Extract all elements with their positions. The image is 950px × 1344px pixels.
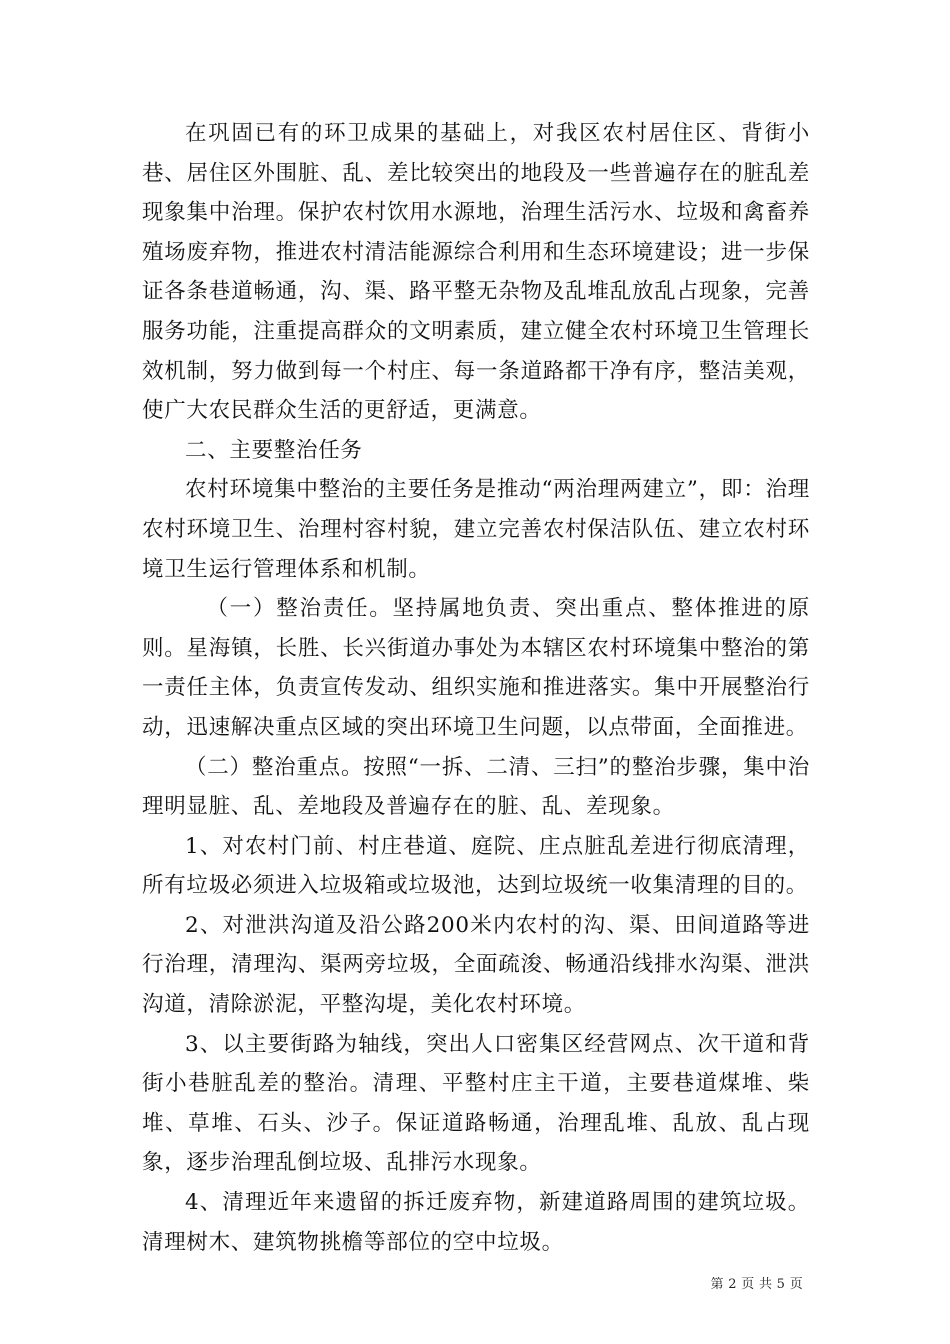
list-item: 3、以主要街路为轴线，突出人口密集区经营网点、次干道和背街小巷脏乱差的整治。清理、平整村庄主干道，主要巷道煤堆、柴堆、草堆、石头、沙子。保证道路畅通，治理乱堆、乱放、乱占现象，逐步治理乱倒垃圾、乱排污水现象。 bbox=[142, 1031, 810, 1176]
body-paragraph: 在巩固已有的环卫成果的基础上，对我区农村居住区、背街小巷、居住区外围脏、乱、差比较突出的地段及一些普遍存在的脏乱差现象集中治理。保护农村饮用水源地，治理生活污水、垃圾和禽畜养殖场废弃物，推进农村清洁能源综合利用和生态环境建设；进一步保证各条巷道畅通，沟、渠、路平整无杂物及乱堆乱放乱占现象，完善服务功能，注重提高群众的文明素质，建立健全农村环境卫生管理长效机制，努力做到每一个村庄、每一条道路都干净有序，整洁美观，使广大农民群众生活的更舒适，更满意。 bbox=[142, 121, 810, 424]
list-item: 2、对泄洪沟道及沿公路200米内农村的沟、渠、田间道路等进行治理，清理沟、渠两旁垃圾，全面疏浚、畅通沿线排水沟渠、泄洪沟道，清除淤泥，平整沟堤，美化农村环境。 bbox=[142, 912, 810, 1018]
body-paragraph: 农村环境集中整治的主要任务是推动“两治理两建立”，即：治理农村环境卫生、治理村容村貌，建立完善农村保洁队伍、建立农村环境卫生运行管理体系和机制。 bbox=[142, 477, 810, 582]
page-number: 第 2 页 共 5 页 bbox=[710, 1277, 803, 1292]
list-item: 4、清理近年来遗留的拆迁废弃物，新建道路周围的建筑垃圾。清理树木、建筑物挑檐等部位的空中垃圾。 bbox=[142, 1190, 810, 1255]
body-paragraph: （二）整治重点。按照“一拆、二清、三扫”的整治步骤，集中治理明显脏、乱、差地段及普遍存在的脏、乱、差现象。 bbox=[142, 754, 810, 820]
list-item: 1、对农村门前、村庄巷道、庭院、庄点脏乱差进行彻底清理，所有垃圾必须进入垃圾箱或垃圾池，达到垃圾统一收集清理的目的。 bbox=[142, 833, 810, 899]
section-heading: 二、主要整治任务 bbox=[185, 437, 363, 463]
body-paragraph: （一）整治责任。坚持属地负责、突出重点、整体推进的原则。星海镇，长胜、长兴街道办事处为本辖区农村环境集中整治的第一责任主体，负责宣传发动、组织实施和推进落实。集中开展整治行动，迅速解决重点区域的突出环境卫生问题，以点带面，全面推进。 bbox=[142, 596, 810, 740]
document-body bbox=[142, 114, 810, 1262]
